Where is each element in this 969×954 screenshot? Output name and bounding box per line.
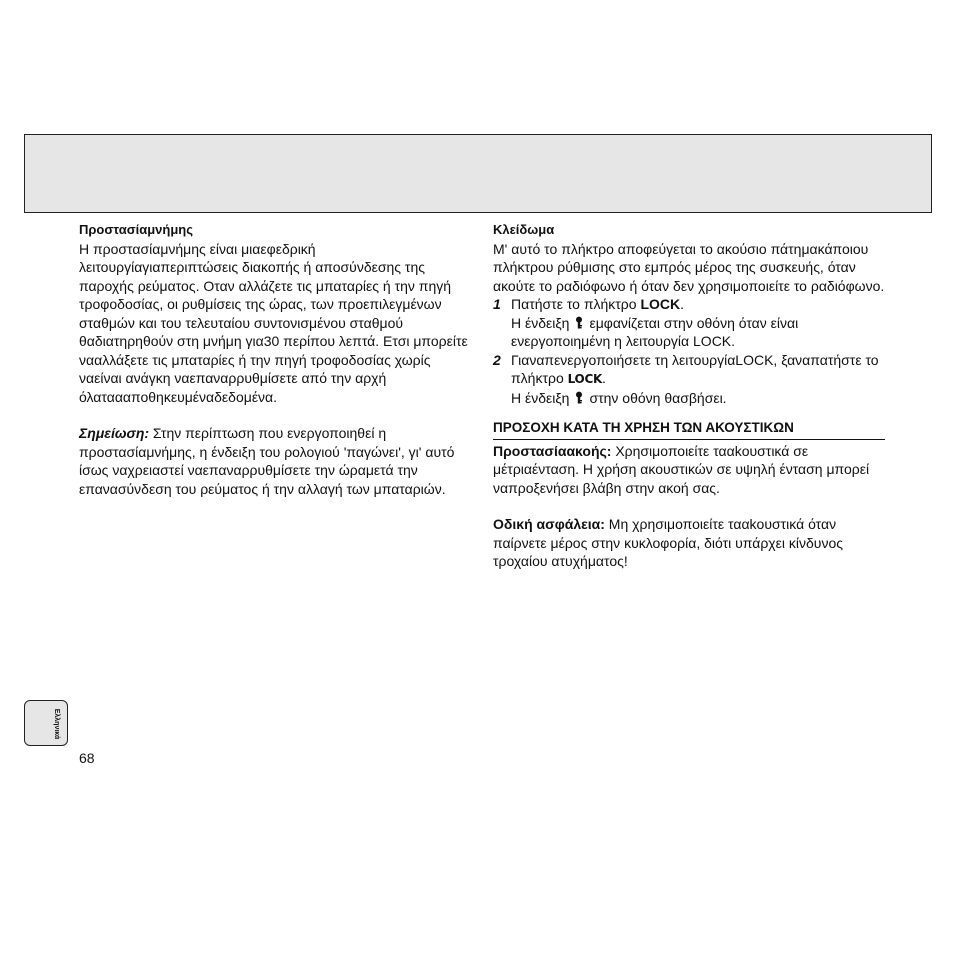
step-text-b: . <box>601 370 606 386</box>
indicator-suffix: εμφανίζεται στην οθόνη όταν είναι ενεργοποιημένη η λειτουργία LOCK. <box>511 314 799 349</box>
lock-key-label: LOCK <box>640 296 681 312</box>
step-2 <box>493 351 885 408</box>
step-text-a: Γιαναπενεργοποιήσετε τη λειτουργίαLOCK, ξαναπατήστε το πλήκτρο <box>511 351 879 386</box>
note-text: Στην περίπτωση που ενεργοποιηθεί η προστασίαμνήμης, η ένδειξη του ρολογιού 'παγώνει', γι' αυτό ίσως ναχρειαστεί ναεπαναρρυθμίσετε την ώραμετά την επανασύνδεση του ρεύματος ή την αλλαγή των μπαταριών. <box>79 425 455 497</box>
indicator-prefix: Η ένδειξη <box>511 314 570 331</box>
step-text-a: Πατήστε το πλήκτρο <box>511 296 641 312</box>
memory-heading: Προστασίαμνήμης <box>79 222 193 237</box>
note-label: Σημείωση: <box>79 425 150 441</box>
hearing-paragraph <box>493 442 885 498</box>
road-safety-text: Μη χρησιμοποιείτε τααkουστικά όταν παίρνετε μέρος στην κυκλοφορία, διότι υπάρχει κίνδυνος τροχαίου ατυχήματος! <box>493 516 843 569</box>
lock-key-label: LOCK <box>567 372 602 386</box>
step-number: 1 <box>493 296 501 312</box>
key-icon <box>572 391 586 405</box>
hearing-label: Προστασίαακοής: <box>493 442 612 459</box>
spacer <box>493 497 885 515</box>
indicator-suffix: στην οθόνη θασβήσει. <box>589 389 727 406</box>
right-column <box>493 221 885 571</box>
step-indicator-line <box>511 389 885 408</box>
language-tab <box>24 700 68 746</box>
left-column <box>79 221 471 498</box>
lock-heading: Κλείδωμα <box>493 222 555 237</box>
hearing-text: Χρησιμοποιείτε τααkουστικά σε μέτριαένταση. Η χρήση ακουστικών σε υψηλή ένταση μπορεί ναπροξενήσει βλάβη στην ακοή σας. <box>493 442 870 496</box>
road-safety-label: Οδική ασφάλεια: <box>493 516 605 532</box>
memory-paragraph: Η προστασίαμνήμης είναι μιαεφεδρική λειτουργίαγιαπεριπτώσεις διακοπής ή αποσύνδεσης της παροχής ρεύματος. Οταν αλλάζετε τις μπαταρίες ή την πηγή τροφοδοσίας, οι ρυθμίσεις της ώρας, των προεπιλεγμένων σταθμών και του τελευταίου συντονισμένου σταθμού θαδιατηρηθούν στη μνήμη για30 περίπου λεπτά. Ετσι μπορείτε νααλλάξετε τις μπαταρίες ή την πηγή τροφοδοσίας χωρίς ναείναι ανάγκη ναεπαναρρυθμίσετε από την αρχή όλαταααποθηκευμέναδεδομένα. <box>79 240 468 405</box>
step-text <box>511 295 885 314</box>
step-1 <box>493 295 885 351</box>
headphones-section-title: ΠΡΟΣΟΧΗ ΚΑΤΑ ΤΗ ΧΡΗΣΗ ΤΩΝ ΑΚΟΥΣΤΙΚΩΝ <box>493 419 885 440</box>
step-indicator-line <box>511 314 885 351</box>
lock-paragraph: Μ' αυτό το πλήκτρο αποφεύγεται το ακούσιο πάτημακάποιου πλήκτρου ρύθμισης στο εμπρός μέρος της συσκευής, όταν ακούτε το ραδιόφωνο ή όταν δεν χρησιμοποιείτε το ραδιόφωνο. <box>493 240 885 294</box>
language-tab-label: Ελληνικά <box>53 708 60 740</box>
step-text-b: . <box>680 296 685 312</box>
step-number: 2 <box>493 351 501 368</box>
indicator-prefix: Η ένδειξη <box>511 389 570 406</box>
step-text <box>511 351 885 389</box>
spacer <box>79 406 471 424</box>
header-band <box>24 134 932 213</box>
key-icon <box>572 316 586 330</box>
road-safety-paragraph <box>493 515 885 571</box>
page-number: 68 <box>79 750 95 766</box>
note-paragraph <box>79 424 471 498</box>
